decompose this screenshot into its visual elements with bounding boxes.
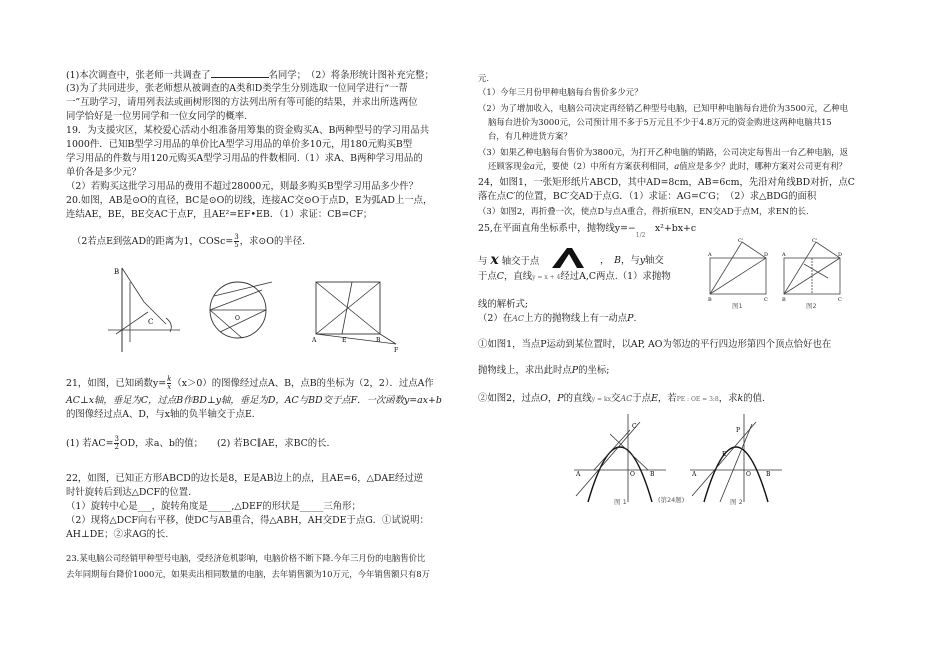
svg-text:O: O <box>630 471 635 478</box>
svg-text:A: A <box>312 337 317 344</box>
svg-text:E: E <box>722 451 727 458</box>
svg-text:A: A <box>576 471 581 478</box>
q24-figure-2 <box>782 238 854 310</box>
fig25-2-caption: 图 2 <box>730 498 743 506</box>
q22-line1: 22，如图，已知正方形ABCD的边长是8，E是AB边上的点，且AE=6，△DAE经过逆 <box>66 473 424 484</box>
q25-line8: ②如图2，过点O，P的直线y = kx交AC于点E，若PE : OE = 3:8，求k的值. <box>478 393 765 404</box>
q19-line3: 学习用品的件数与用120元购买A型学习用品的件数相同.（1）求A、B两种学习用品的 <box>66 153 423 164</box>
q25-line6: ①如图1，当点P运动到某位置时，以AP, AO为邻边的平行四边形第四个顶点恰好也在 <box>478 339 832 350</box>
fig24-2-caption: 图2 <box>806 302 817 310</box>
svg-text:D: D <box>764 252 769 258</box>
q22-line4: （2）现将△DCF向右平移，使DC与AB重合，得△ABH，AH交DE于点G．①试说明： <box>66 515 429 526</box>
q20-line2: 连结AE，BE，BE交AC于点F，且AE²=EF•EB．（1）求证：CB=CF； <box>66 209 373 220</box>
svg-text:A: A <box>708 252 712 258</box>
svg-text:C': C' <box>738 238 744 244</box>
svg-text:P: P <box>736 427 741 434</box>
q24-figure-1 <box>708 238 772 310</box>
q19-line1: 19．为支援灾区，某校爱心活动小组准备用筹集的资金购买A、B两种型号的学习用品共 <box>66 125 430 136</box>
fig25-1-caption: 图 1 <box>614 498 627 506</box>
q23-q2-line3: 台，有几种进货方案？ <box>488 131 572 141</box>
q19-line4: 单价各是多少元？ <box>66 167 142 178</box>
svg-text:C: C <box>148 318 154 326</box>
q20-figure-square <box>312 278 402 358</box>
q22-line3: （1）旋转中心是___，旋转角度是_____,△DEF的形状是_____三角形； <box>66 501 361 512</box>
svg-text:C: C <box>632 423 637 430</box>
q18-part3-line3: 同学恰好是一位男同学和一位女同学的概率. <box>66 111 248 122</box>
q23-q1: （1）今年三月份甲种电脑每台售价多少元？ <box>478 87 643 97</box>
q23-q3-line2: 还顾客现金a元，要使（2）中所有方案获利相同，a值应是多少？此时，哪种方案对公司更有利？ <box>488 161 847 171</box>
svg-text:B: B <box>376 337 381 344</box>
q25-line7: 抛物线上，求出此时点P的坐标; <box>478 365 610 376</box>
svg-text:E: E <box>342 337 347 344</box>
fig25-mid-caption: (第24题) <box>658 496 685 504</box>
q20-line3: （2若点E到弦AD的距离为1，COSc= $\frac{3}{5}$ ，求⊙O的半径. <box>72 233 306 249</box>
q25-line3: 于点C，直线y = x + 4经过A,C两点.（1）求抛物 <box>478 271 671 282</box>
svg-text:B: B <box>766 471 771 478</box>
svg-text:A: A <box>782 252 786 258</box>
q20-figure-left <box>108 262 188 362</box>
q21-line1: 21，如图，已知函数y= $\frac{k}{x}$ （x＞0）的图像经过点A、B，点B的坐标为（2，2）．过点A作 <box>66 375 434 391</box>
answer-blank[interactable] <box>211 68 269 78</box>
svg-text:O: O <box>235 315 240 322</box>
q18-part1: (1)本次调查中，张老师一共调查了 名同学； （2）将条形统计图补充完整； <box>66 70 434 81</box>
point-a-glyph <box>550 246 586 270</box>
q25-figure-1 <box>570 412 670 508</box>
svg-text:B: B <box>650 471 655 478</box>
svg-text:C': C' <box>812 238 818 244</box>
q25-line2: 与 x 轴交于点 <box>478 252 540 268</box>
svg-text:D: D <box>838 252 843 258</box>
q24-line1: 24，如图1，一张矩形纸片ABCD，其中AD=8cm，AB=6cm，先沿对角线BD对折，点C <box>478 177 855 188</box>
q25-line2b: ， B，与y轴交 <box>600 255 664 266</box>
svg-text:B: B <box>782 297 786 303</box>
q25-figure-2 <box>686 412 786 508</box>
q20-figure-circle <box>202 276 282 356</box>
svg-text:C: C <box>764 297 768 303</box>
q18-part3-line1: (3)为了共同进步，张老师想从被调查的A类和D类学生分别选取一位同学进行“一帮 <box>66 83 408 94</box>
svg-text:B: B <box>708 297 712 303</box>
q24-line2: 落在点C′的位置，BC′交AD于点G．（1）求证：AG=C′G； （2）求△BDG的面积 <box>478 191 817 202</box>
q23-line1: 23.某电脑公司经销甲种型号电脑，受经济危机影响，电脑价格不断下降.今年三月份的电脑售价比 <box>66 553 426 563</box>
q21-line3: 的图像经过点A、D，与x轴的负半轴交于点E. <box>66 409 255 420</box>
q23-q2-line2: 脑每台进价为3000元，公司预计用不多于5万元且不少于4.8万元的资金购进这两种电脑共15 <box>488 117 832 127</box>
fig24-1-caption: 图1 <box>732 302 743 310</box>
q19-line2: 1000件．已知B型学习用品的单价比A型学习用品的单价多10元，用180元购买B型 <box>66 139 413 150</box>
q21-line4: (1) 若AC= $\frac{3}{2}$ OD，求a、b的值； (2) 若BC∥AE，求BC的长. <box>66 435 330 451</box>
q20-line1: 20.如图，AB是⊙O的直径，BC是⊙O的切线，连接AC交⊙O于点D，E为弧AD上一点， <box>66 195 433 206</box>
svg-text:C: C <box>838 297 842 303</box>
q19-line5: （2）若购买这批学习用品的费用不超过28000元，则最多购买B型学习用品多少件？ <box>66 181 419 192</box>
q23-line2: 去年同期每台降价1000元，如果卖出相同数量的电脑，去年销售额为10万元，今年销售额只有8万 <box>66 569 430 579</box>
q23-q2-line1: （2）为了增加收入，电脑公司决定再经销乙种型号电脑，已知甲种电脑每台进价为3500元，乙种电 <box>478 103 849 113</box>
svg-text:B: B <box>114 268 120 276</box>
q18-part3-line2: 一”互助学习，请用列表法或画树形图的方法列出所有等可能的结果，并求出所选两位 <box>66 97 418 108</box>
q22-line5: AH⊥DE；②求AG的长. <box>66 529 169 540</box>
q25-line5: （2）在AC上方的抛物线上有一动点P. <box>478 313 637 324</box>
q23-q3-line1: （3）如果乙种电脑每台售价为3800元，为打开乙种电脑的销路，公司决定每售出一台乙种电脑，返 <box>478 147 849 157</box>
q25-line4: 线的解析式; <box>478 299 529 310</box>
q22-line2: 时针旋转后到达△DCF的位置. <box>66 487 192 498</box>
q23-line3: 元. <box>478 73 490 83</box>
svg-text:O: O <box>746 471 751 478</box>
q25-line1: 25,在平面直角坐标系中，抛物线$y=-_{1/2}$ x²+bx+c <box>478 223 697 239</box>
q24-line3: （3）如图2，再折叠一次，使点D与点A重合，得折痕EN，EN交AD于点M，求EN的长. <box>478 206 809 216</box>
svg-text:F: F <box>394 347 399 354</box>
q21-line2: AC⊥x轴，垂足为C，过点B作BD⊥y轴，垂足为D，AC与BD交于点F．一次函数y=ax+b <box>66 395 442 406</box>
svg-text:A: A <box>692 471 697 478</box>
